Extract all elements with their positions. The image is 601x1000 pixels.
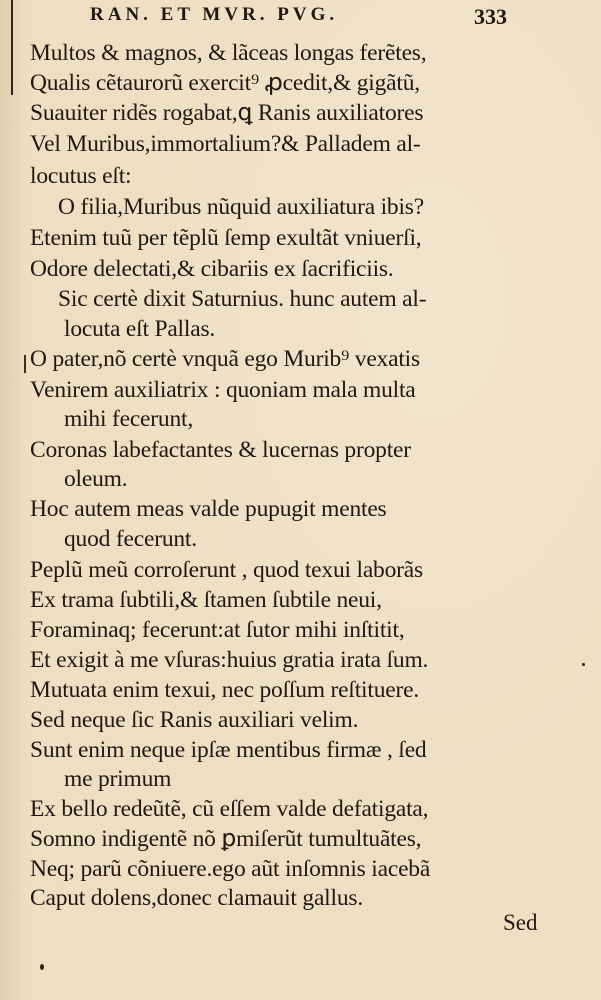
text-line: Multos & magnos, & lãceas longas ferẽtes, xyxy=(30,40,427,66)
ink-speck xyxy=(582,663,585,666)
text-line: Sunt enim neque ipſæ mentibus firmæ , ſed xyxy=(30,737,427,763)
text-line: Sed neque ſic Ranis auxiliari velim. xyxy=(30,707,359,733)
catchword: Sed xyxy=(503,910,538,935)
text-line: Venirem auxiliatrix : quoniam mala multa xyxy=(30,377,416,403)
text-line: Et exigit à me vſuras:huius gratia irata ſum. xyxy=(30,647,429,673)
text-line: Sic certè dixit Saturnius. hunc autem al- xyxy=(58,286,427,312)
page-number: 333 xyxy=(474,4,507,29)
text-line: locuta eſt Pallas. xyxy=(64,316,216,342)
text-line: Foraminaq; fecerunt:at ſutor mihi inſtitit, xyxy=(30,617,405,643)
text-line: oleum. xyxy=(64,466,128,492)
text-line: Ex trama ſubtili,& ſtamen ſubtile neui, xyxy=(30,587,382,613)
text-line: quod fecerunt. xyxy=(64,526,197,552)
text-line: Hoc autem meas valde pupugit mentes xyxy=(30,496,387,522)
text-line: Caput dolens,donec clamauit gallus. xyxy=(30,885,364,911)
text-line: O pater,nõ certè vnquã ego Murib⁹ vexatis xyxy=(30,346,420,372)
text-line: Qualis cẽtaurorũ exercit⁹ ꝓcedit,& gigãtũ, xyxy=(30,70,420,96)
text-line: Ex bello redeũtẽ, cũ eſſem valde defatigata, xyxy=(30,796,429,822)
text-line: me primum xyxy=(64,766,172,792)
text-line: Suauiter ridẽs rogabat,ꝗ Ranis auxiliatores xyxy=(30,100,424,126)
text-line: Neq; parũ cõniuere.ego aũt inſomnis iacebã xyxy=(30,856,431,882)
text-line: locutus eſt: xyxy=(30,163,132,189)
text-line: Odore delectati,& cibariis ex ſacrificiis. xyxy=(30,256,394,282)
text-line: O filia,Muribus nũquid auxiliatura ibis? xyxy=(58,194,424,220)
text-line: Etenim tuũ per tẽplũ ſemp exultãt vniuerſi, xyxy=(30,225,422,251)
ink-speck xyxy=(40,964,44,970)
text-line: Peplũ meũ corroſerunt , quod texui laborãs xyxy=(30,557,423,583)
running-title: RAN. ET MVR. PVG. xyxy=(90,4,339,25)
text-line: Somno indigentẽ nõ ꝑmiſerũt tumultuãtes, xyxy=(30,826,422,852)
text-line: mihi fecerunt, xyxy=(64,406,194,432)
text-line: Mutuata enim texui, nec poſſum reſtituere. xyxy=(30,677,420,703)
text-line: Coronas labefactantes & lucernas propter xyxy=(30,437,411,463)
text-line: Vel Muribus,immortalium?& Palladem al- xyxy=(30,131,421,157)
